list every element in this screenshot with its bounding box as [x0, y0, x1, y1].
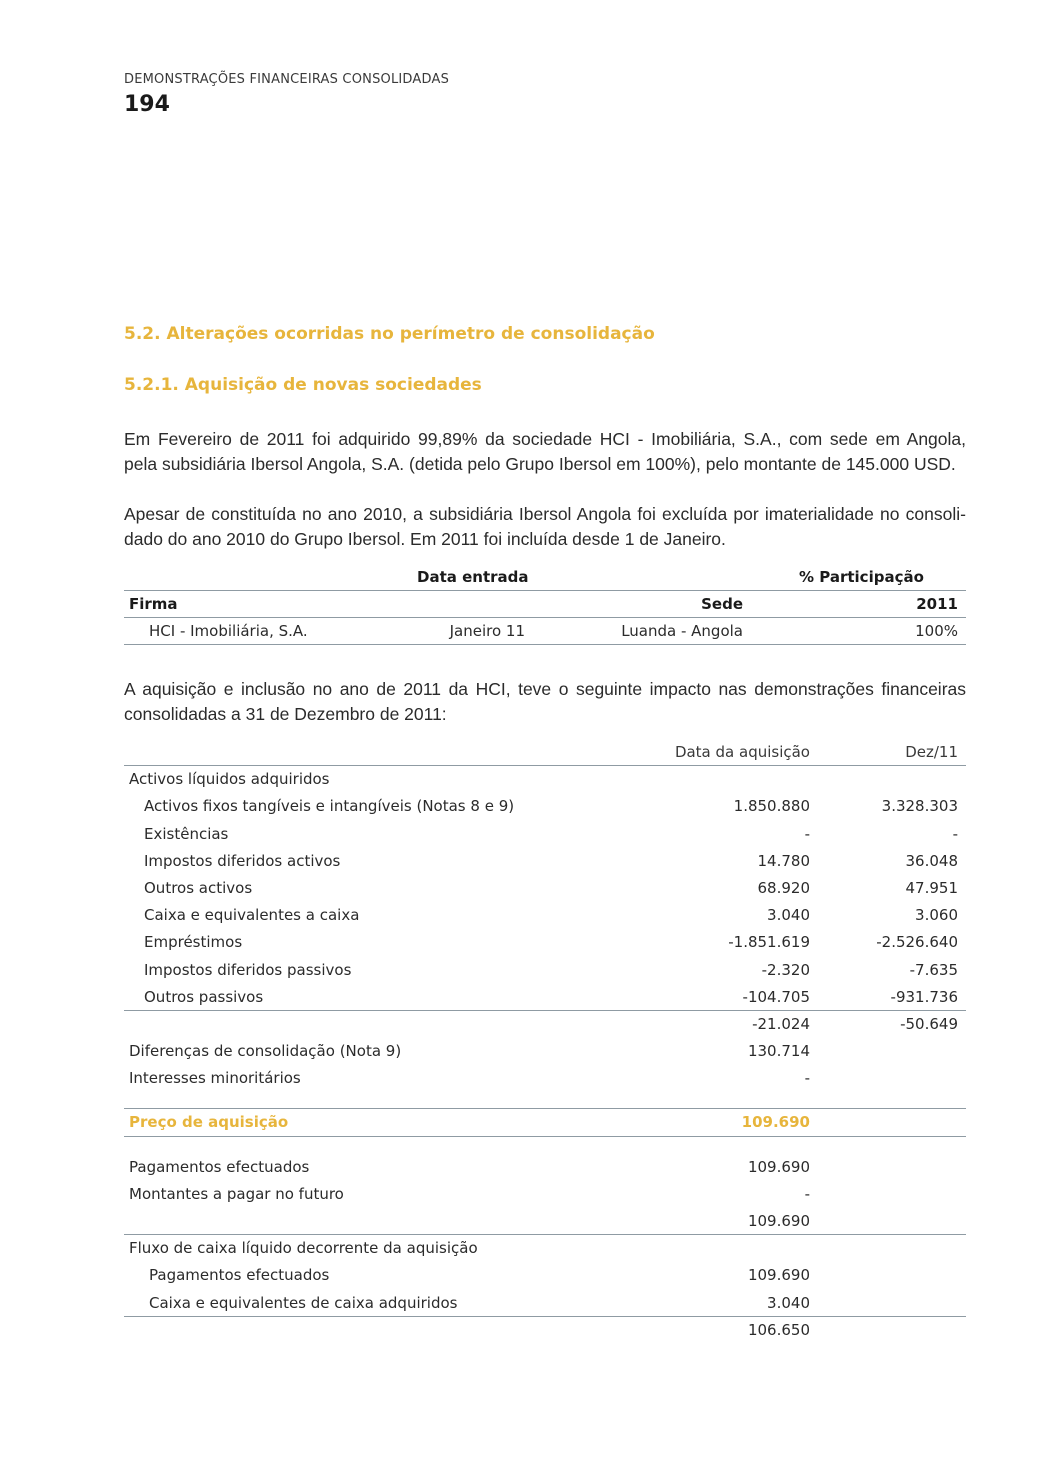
row-label: Pagamentos efectuados — [129, 1157, 310, 1176]
value-acquisition: 3.040 — [767, 1293, 810, 1312]
paragraph-impact — [124, 677, 966, 727]
column-header-year: 2011 — [916, 595, 958, 613]
value-acquisition: 109.690 — [747, 1157, 810, 1176]
paragraph-line: pela subsidiária Ibersol Angola, S.A. (detida pelo Grupo Ibersol em 100%), pelo montante de 145.000 USD. — [124, 454, 956, 474]
row-label: Interesses minoritários — [129, 1069, 301, 1088]
value-acquisition: 68.920 — [757, 878, 810, 897]
value-acquisition: 1.850.880 — [733, 797, 810, 816]
column-header-firma: Firma — [129, 595, 178, 613]
value-acquisition: - — [804, 824, 810, 843]
table-row — [124, 929, 966, 956]
table-rule — [124, 1136, 966, 1137]
table-row — [124, 1065, 966, 1092]
row-label: Empréstimos — [144, 933, 243, 952]
value-dez11: - — [952, 824, 958, 843]
column-header-dez11: Dez/11 — [905, 743, 958, 761]
impact-table — [124, 739, 966, 1344]
column-header-data-entrada: Data entrada — [417, 568, 529, 586]
table-row — [124, 821, 966, 848]
subtotal-acquisition: 106.650 — [747, 1320, 810, 1339]
subtotal-row — [124, 1208, 966, 1235]
value-acquisition: 3.040 — [767, 906, 810, 925]
subtotal-row — [124, 1317, 966, 1344]
row-label: Preço de aquisição — [129, 1113, 289, 1132]
table-row — [124, 902, 966, 929]
table-row — [124, 766, 966, 793]
table-row — [124, 1038, 966, 1065]
table-row — [124, 1262, 966, 1289]
table-row — [124, 1235, 966, 1262]
value-acquisition: 130.714 — [747, 1042, 810, 1061]
cell-data: Janeiro 11 — [449, 622, 525, 640]
cell-participacao: 100% — [915, 622, 958, 640]
value-acquisition: -1.851.619 — [728, 933, 810, 952]
value-dez11: 36.048 — [905, 851, 958, 870]
page-number: 194 — [124, 92, 170, 117]
subtotal-acquisition: 109.690 — [747, 1212, 810, 1230]
cell-firma: HCI - Imobiliária, S.A. — [149, 622, 308, 640]
table-row — [124, 1154, 966, 1181]
cell-sede: Luanda - Angola — [621, 622, 743, 640]
table-row — [124, 1290, 966, 1317]
value-acquisition: 109.690 — [747, 1266, 810, 1285]
row-label: Impostos diferidos passivos — [144, 960, 352, 979]
column-header-data-aquisicao: Data da aquisição — [674, 743, 810, 761]
subtotal-dez11: -50.649 — [900, 1014, 958, 1033]
subtotal-row — [124, 1011, 966, 1038]
section-heading: 5.2. Alterações ocorridas no perímetro de consolidação — [124, 324, 655, 344]
paragraph-line: consolidadas a 31 de Dezembro de 2011: — [124, 704, 447, 724]
row-label: Existências — [144, 824, 229, 843]
value-acquisition: -2.320 — [761, 960, 810, 979]
table-row — [124, 618, 966, 645]
table-row — [124, 848, 966, 875]
row-label: Pagamentos efectuados — [149, 1266, 330, 1285]
table-header-row — [124, 591, 966, 618]
table-row — [124, 875, 966, 902]
table-row — [124, 957, 966, 984]
value-acquisition: 109.690 — [741, 1113, 810, 1132]
row-label: Montantes a pagar no futuro — [129, 1184, 344, 1203]
table-row — [124, 1181, 966, 1208]
subsection-heading: 5.2.1. Aquisição de novas sociedades — [124, 375, 482, 395]
group-label: Fluxo de caixa líquido decorrente da aquisição — [129, 1239, 478, 1258]
value-dez11: 47.951 — [905, 878, 958, 897]
value-dez11: 3.060 — [915, 906, 958, 925]
paragraph-line: Apesar de constituída no ano 2010, a subsidiária Ibersol Angola foi excluída por imaterialidade no consoli- — [124, 504, 966, 524]
value-acquisition: 14.780 — [757, 851, 810, 870]
row-label: Caixa e equivalentes a caixa — [144, 906, 360, 925]
column-header-sede: Sede — [701, 595, 743, 613]
paragraph-line: A aquisição e inclusão no ano de 2011 da HCI, teve o seguinte impacto nas demonstrações financeiras — [124, 679, 966, 699]
table-row — [124, 984, 966, 1011]
value-dez11: -931.736 — [890, 987, 958, 1006]
participation-table — [124, 564, 966, 645]
row-label: Outros passivos — [144, 987, 264, 1006]
paragraph-consolidation — [124, 502, 966, 552]
paragraph-acquisition — [124, 427, 966, 477]
paragraph-line: dado do ano 2010 do Grupo Ibersol. Em 2011 foi incluída desde 1 de Janeiro. — [124, 529, 726, 549]
group-label: Activos líquidos adquiridos — [129, 770, 330, 789]
value-dez11: -7.635 — [909, 960, 958, 979]
table-header-row — [124, 564, 966, 591]
total-row-preco — [124, 1109, 966, 1136]
row-label: Impostos diferidos activos — [144, 851, 341, 870]
table-rule — [124, 644, 966, 645]
row-label: Diferenças de consolidação (Nota 9) — [129, 1042, 402, 1061]
value-acquisition: -104.705 — [742, 987, 810, 1006]
table-row — [124, 793, 966, 820]
row-label: Caixa e equivalentes de caixa adquiridos — [149, 1293, 458, 1312]
row-label: Activos fixos tangíveis e intangíveis (Notas 8 e 9) — [144, 797, 515, 816]
running-header: DEMONSTRAÇÕES FINANCEIRAS CONSOLIDADAS — [124, 72, 450, 87]
value-dez11: 3.328.303 — [881, 797, 958, 816]
value-dez11: -2.526.640 — [876, 933, 958, 952]
paragraph-line: Em Fevereiro de 2011 foi adquirido 99,89% da sociedade HCI - Imobiliária, S.A., com sede em Angola, — [124, 429, 966, 449]
column-header-participacao: % Participação — [799, 568, 924, 586]
value-acquisition: - — [804, 1184, 810, 1203]
subtotal-acquisition: -21.024 — [752, 1014, 810, 1033]
table-header-row — [124, 739, 966, 766]
row-label: Outros activos — [144, 878, 253, 897]
value-acquisition: - — [804, 1069, 810, 1088]
